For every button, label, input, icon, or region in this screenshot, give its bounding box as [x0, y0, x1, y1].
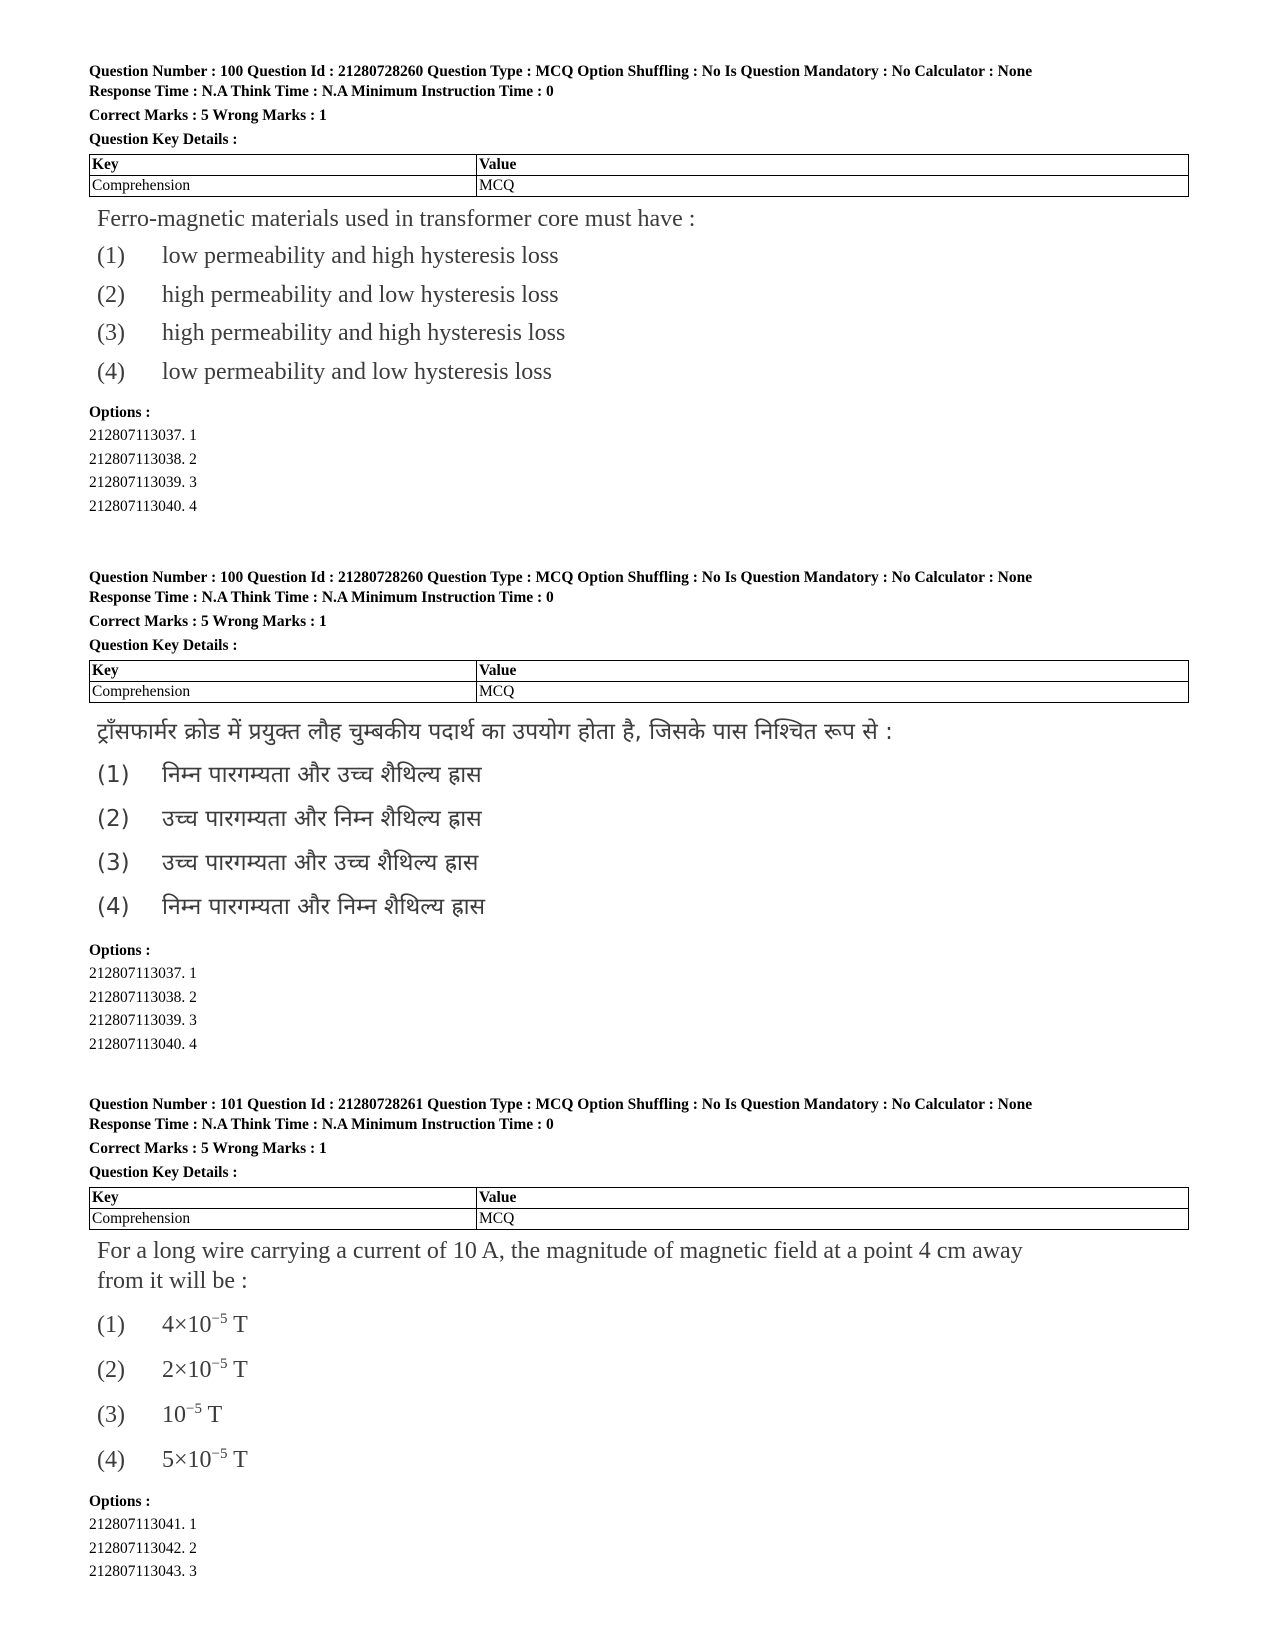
question-key-details-label: Question Key Details : [89, 131, 238, 148]
choice-unit: T [201, 1402, 223, 1428]
choice-number: (3) [97, 320, 125, 346]
options-label: Options : [89, 1493, 151, 1510]
choice-text: high permeability and high hysteresis loss [162, 320, 566, 346]
choice-number: (2) [97, 806, 130, 832]
choice-number: (1) [97, 243, 125, 269]
question-key-table [89, 154, 1189, 197]
choice-base: 10 [162, 1402, 186, 1428]
question-marks: Correct Marks : 5 Wrong Marks : 1 [89, 613, 327, 630]
choice-text: high permeability and low hysteresis loss [162, 281, 559, 308]
question-meta-line: Question Number : 101 Question Id : 21280728261 Question Type : MCQ Option Shuffling : No Is Question Mandatory : No Calculator : None [89, 1096, 1033, 1113]
table-header-value: Value [477, 155, 1189, 176]
answer-choice [97, 276, 1189, 315]
answer-choice [97, 314, 1189, 353]
question-stem: ट्राँसफार्मर क्रोड में प्रयुक्त लौह चुम्बकीय पदार्थ का उपयोग होता है, जिसके पास निश्चित रूप से : [97, 719, 893, 745]
table-header-key: Key [90, 1188, 477, 1209]
options-label: Options : [89, 942, 151, 959]
choice-text: निम्न पारगम्यता और उच्च शैथिल्य ह्रास [162, 762, 482, 788]
answer-choice [97, 353, 1189, 392]
option-id: 212807113041. 1 [89, 1516, 197, 1533]
question-stem [97, 1236, 1189, 1296]
table-cell-key: Comprehension [90, 176, 477, 197]
table-cell-value: MCQ [477, 682, 1189, 703]
answer-choice [97, 1300, 1189, 1345]
choice-text: उच्च पारगम्यता और उच्च शैथिल्य ह्रास [162, 850, 479, 876]
choice-number: (2) [97, 1357, 125, 1383]
answer-choice [97, 797, 1189, 841]
table-cell-value: MCQ [477, 1209, 1189, 1230]
options-list [89, 962, 1189, 1056]
table-row [90, 682, 1189, 703]
question-marks: Correct Marks : 5 Wrong Marks : 1 [89, 1140, 327, 1157]
options-list [89, 1513, 1189, 1584]
choice-unit: T [227, 1357, 248, 1383]
table-cell-value: MCQ [477, 176, 1189, 197]
table-header-value: Value [477, 1188, 1189, 1209]
choice-text [162, 1345, 248, 1390]
choice-number: (1) [97, 1312, 125, 1338]
choice-number: (4) [97, 358, 125, 385]
question-content [97, 201, 1189, 391]
answer-choice [97, 841, 1189, 885]
option-id: 212807113040. 4 [89, 1035, 197, 1053]
option-id: 212807113042. 2 [89, 1539, 197, 1557]
question-timing-line: Response Time : N.A Think Time : N.A Minimum Instruction Time : 0 [89, 83, 554, 100]
question-timing-line: Response Time : N.A Think Time : N.A Minimum Instruction Time : 0 [89, 1116, 554, 1133]
choice-number: (3) [97, 1402, 125, 1428]
table-row [90, 1209, 1189, 1230]
answer-choice [97, 753, 1189, 797]
question-stem-line: from it will be : [97, 1268, 248, 1294]
answer-choice [97, 237, 1189, 276]
table-cell-key: Comprehension [90, 1209, 477, 1230]
choice-base: 5×10 [162, 1447, 212, 1473]
question-content [97, 711, 1189, 929]
question-block-2 [89, 568, 1189, 1056]
table-header-value: Value [477, 661, 1189, 682]
option-id: 212807113039. 3 [89, 1012, 197, 1029]
choice-number: (1) [97, 762, 130, 788]
answer-choice [97, 1345, 1189, 1390]
table-header-row [90, 155, 1189, 176]
question-key-details-label: Question Key Details : [89, 1164, 238, 1181]
choice-exponent: −5 [186, 1401, 202, 1417]
choice-text [162, 1390, 222, 1435]
table-header-key: Key [90, 661, 477, 682]
table-header-row [90, 661, 1189, 682]
answer-choice [97, 1390, 1189, 1435]
options-list [89, 424, 1189, 518]
question-meta-line: Question Number : 100 Question Id : 21280728260 Question Type : MCQ Option Shuffling : No Is Question Mandatory : No Calculator : None [89, 63, 1033, 80]
question-key-table [89, 660, 1189, 703]
table-header-row [90, 1188, 1189, 1209]
choice-exponent: −5 [211, 1356, 228, 1372]
question-key-details-label: Question Key Details : [89, 637, 238, 654]
choice-number: (2) [97, 281, 125, 308]
option-id: 212807113039. 3 [89, 474, 197, 491]
choice-text [162, 1300, 248, 1345]
choice-text [162, 1435, 248, 1480]
choice-text: निम्न पारगम्यता और निम्न शैथिल्य ह्रास [162, 894, 486, 920]
answer-choice [97, 885, 1189, 929]
choice-unit: T [227, 1447, 248, 1473]
choice-number: (3) [97, 850, 130, 876]
choice-text: low permeability and high hysteresis loss [162, 243, 559, 269]
choice-number: (4) [97, 1447, 125, 1473]
choice-exponent: −5 [211, 1311, 228, 1327]
option-id: 212807113037. 1 [89, 965, 197, 982]
question-stem-line: For a long wire carrying a current of 10 A, the magnitude of magnetic field at a point 4 cm away [97, 1238, 1023, 1264]
choice-base: 2×10 [162, 1357, 212, 1383]
table-row [90, 176, 1189, 197]
question-block-3 [89, 1095, 1189, 1584]
option-id: 212807113037. 1 [89, 427, 197, 444]
option-id: 212807113038. 2 [89, 988, 197, 1006]
choice-text: low permeability and low hysteresis loss [162, 358, 552, 385]
choice-unit: T [227, 1312, 248, 1338]
choice-exponent: −5 [211, 1446, 228, 1462]
question-stem: Ferro-magnetic materials used in transformer core must have : [97, 206, 696, 232]
question-meta-line: Question Number : 100 Question Id : 21280728260 Question Type : MCQ Option Shuffling : No Is Question Mandatory : No Calculator : None [89, 569, 1033, 586]
option-id: 212807113038. 2 [89, 450, 197, 468]
question-block-1 [89, 62, 1189, 518]
option-id: 212807113040. 4 [89, 497, 197, 515]
options-label: Options : [89, 404, 151, 421]
table-header-key: Key [90, 155, 477, 176]
question-content [97, 1236, 1189, 1480]
choice-base: 4×10 [162, 1312, 212, 1338]
question-timing-line: Response Time : N.A Think Time : N.A Minimum Instruction Time : 0 [89, 589, 554, 606]
option-id: 212807113043. 3 [89, 1563, 197, 1580]
question-key-table [89, 1187, 1189, 1230]
table-cell-key: Comprehension [90, 682, 477, 703]
choice-number: (4) [97, 894, 130, 920]
answer-choice [97, 1435, 1189, 1480]
choice-text: उच्च पारगम्यता और निम्न शैथिल्य ह्रास [162, 806, 482, 832]
question-marks: Correct Marks : 5 Wrong Marks : 1 [89, 107, 327, 124]
